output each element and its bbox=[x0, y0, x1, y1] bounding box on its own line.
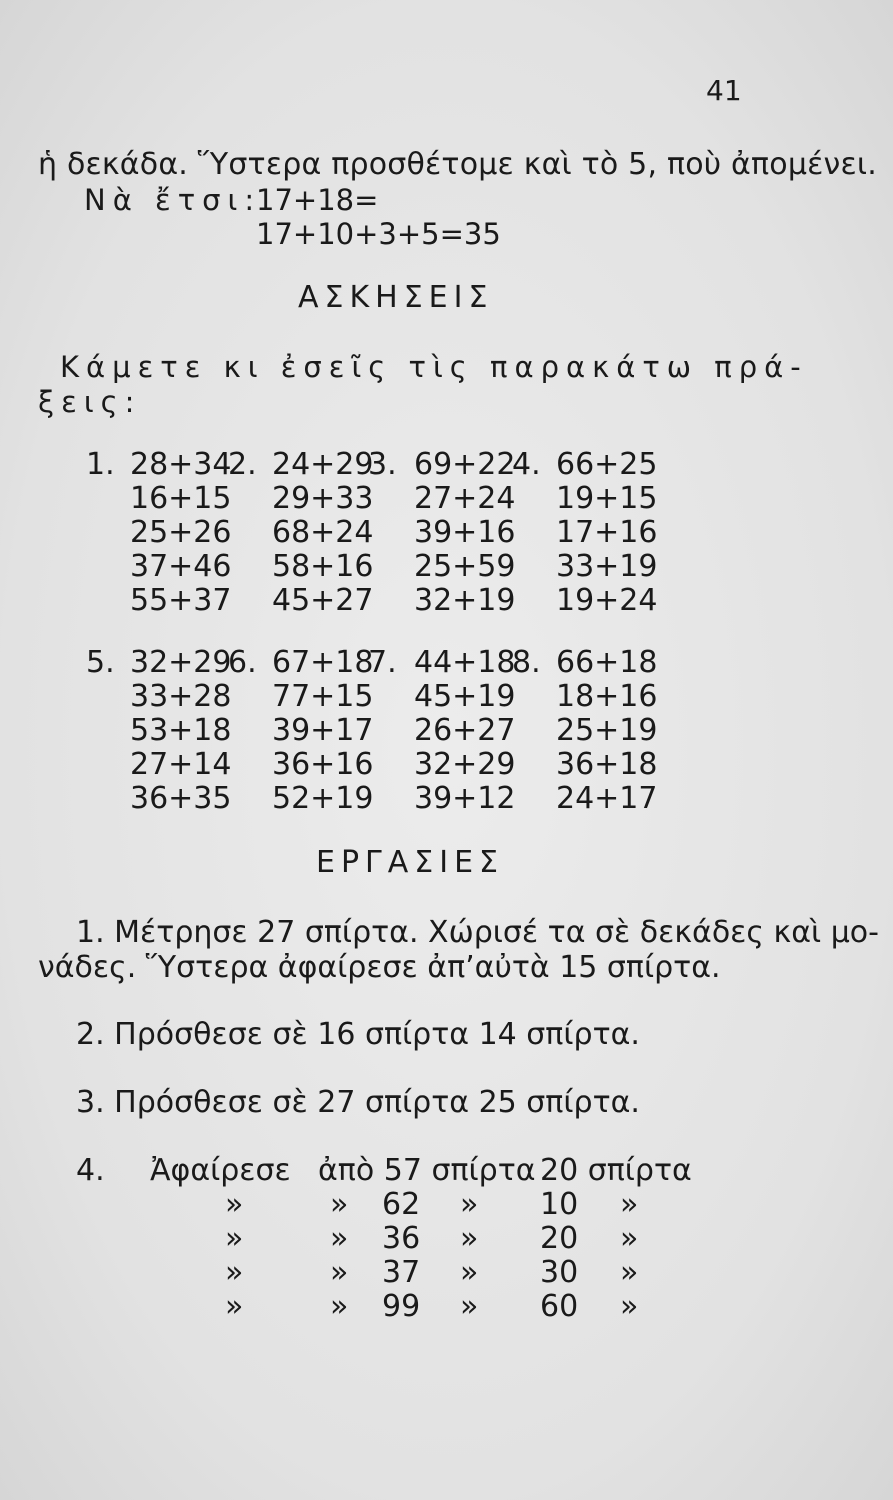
exercise-item: 67+18 bbox=[272, 645, 374, 680]
task-4-ditto-mark: » bbox=[225, 1187, 244, 1222]
task-1-line-2: νάδες. Ὕστερα ἀφαίρεσε ἀπ’αὐτὰ 15 σπίρτα. bbox=[38, 950, 721, 985]
exercise-item: 32+29 bbox=[130, 645, 232, 680]
task-4-ditto-mark: » bbox=[460, 1289, 479, 1324]
exercise-item: 24+17 bbox=[556, 781, 658, 816]
exercise-item: 25+26 bbox=[130, 515, 232, 550]
task-4-verb: Ἀφαίρεσε bbox=[150, 1153, 291, 1188]
task-4-ditto-mark: » bbox=[225, 1289, 244, 1324]
exercise-item: 28+34 bbox=[130, 447, 232, 482]
task-4-ditto-mark: » bbox=[330, 1187, 349, 1222]
intro-line-1: ἡ δεκάδα. Ὕστερα προσθέτομε καὶ τὸ 5, ποὺ ἀπομένει. bbox=[38, 147, 878, 182]
task-4-subtract-number: 10 bbox=[540, 1187, 579, 1222]
exercise-item: 39+16 bbox=[414, 515, 516, 550]
exercise-item: 39+12 bbox=[414, 781, 516, 816]
task-4-subtract-number: 20 bbox=[540, 1221, 579, 1256]
task-4-ditto-mark: » bbox=[620, 1187, 639, 1222]
exercise-item: 37+46 bbox=[130, 549, 232, 584]
exercise-item: 19+15 bbox=[556, 481, 658, 516]
exercise-item: 45+19 bbox=[414, 679, 516, 714]
task-4-ditto-mark: » bbox=[225, 1255, 244, 1290]
exercise-item: 39+17 bbox=[272, 713, 374, 748]
exercise-group-label: 5. bbox=[86, 645, 115, 680]
exercise-item: 27+14 bbox=[130, 747, 232, 782]
task-4-from-number: 62 bbox=[382, 1187, 421, 1222]
exercise-item: 24+29 bbox=[272, 447, 374, 482]
exercise-item: 29+33 bbox=[272, 481, 374, 516]
exercise-item: 19+24 bbox=[556, 583, 658, 618]
exercise-item: 66+18 bbox=[556, 645, 658, 680]
exercise-group-label: 4. bbox=[512, 447, 541, 482]
exercises-instruction-line-1: Κάμετε κι ἐσεῖς τὶς παρακάτω πρά- bbox=[60, 350, 808, 384]
exercise-item: 18+16 bbox=[556, 679, 658, 714]
exercise-item: 53+18 bbox=[130, 713, 232, 748]
exercise-group-label: 6. bbox=[228, 645, 257, 680]
exercise-item: 36+35 bbox=[130, 781, 232, 816]
task-4-row-1-from: ἀπὸ 57 σπίρτα bbox=[318, 1153, 536, 1188]
exercise-item: 26+27 bbox=[414, 713, 516, 748]
exercise-item: 69+22 bbox=[414, 447, 516, 482]
exercise-item: 16+15 bbox=[130, 481, 232, 516]
task-4-ditto-mark: » bbox=[330, 1221, 349, 1256]
intro-line-3-expr: 17+10+3+5=35 bbox=[256, 217, 501, 251]
exercise-item: 68+24 bbox=[272, 515, 374, 550]
exercise-item: 77+15 bbox=[272, 679, 374, 714]
exercise-group-label: 3. bbox=[368, 447, 397, 482]
exercise-item: 52+19 bbox=[272, 781, 374, 816]
task-4-ditto-mark: » bbox=[330, 1255, 349, 1290]
exercise-item: 17+16 bbox=[556, 515, 658, 550]
exercise-item: 25+59 bbox=[414, 549, 516, 584]
intro-line-2-expr: 17+18= bbox=[256, 183, 379, 217]
exercise-group-label: 8. bbox=[512, 645, 541, 680]
task-1-line-1: 1. Μέτρησε 27 σπίρτα. Χώρισέ τα σὲ δεκάδες καὶ μο- bbox=[76, 915, 879, 950]
task-4-ditto-mark: » bbox=[460, 1187, 479, 1222]
task-4-subtract-number: 60 bbox=[540, 1289, 579, 1324]
exercises-instruction-line-2: ξεις: bbox=[38, 385, 142, 419]
exercise-item: 27+24 bbox=[414, 481, 516, 516]
page-number: 41 bbox=[706, 74, 742, 107]
task-4-label: 4. bbox=[76, 1153, 105, 1188]
task-4-from-number: 37 bbox=[382, 1255, 421, 1290]
tasks-heading: ΕΡΓΑΣΙΕΣ bbox=[316, 845, 504, 880]
exercise-item: 55+37 bbox=[130, 583, 232, 618]
exercise-item: 44+18 bbox=[414, 645, 516, 680]
exercise-group-label: 1. bbox=[86, 447, 115, 482]
exercise-item: 45+27 bbox=[272, 583, 374, 618]
task-4-from-number: 99 bbox=[382, 1289, 421, 1324]
intro-line-2-label: Νὰ ἔτσι: bbox=[84, 183, 262, 217]
task-4-ditto-mark: » bbox=[620, 1255, 639, 1290]
exercise-item: 36+16 bbox=[272, 747, 374, 782]
task-3: 3. Πρόσθεσε σὲ 27 σπίρτα 25 σπίρτα. bbox=[76, 1085, 640, 1120]
exercise-item: 32+19 bbox=[414, 583, 516, 618]
task-4-ditto-mark: » bbox=[330, 1289, 349, 1324]
exercise-item: 36+18 bbox=[556, 747, 658, 782]
task-4-from-number: 36 bbox=[382, 1221, 421, 1256]
task-2: 2. Πρόσθεσε σὲ 16 σπίρτα 14 σπίρτα. bbox=[76, 1017, 640, 1052]
exercise-item: 58+16 bbox=[272, 549, 374, 584]
task-4-subtract-number: 30 bbox=[540, 1255, 579, 1290]
task-4-ditto-mark: » bbox=[225, 1221, 244, 1256]
task-4-ditto-mark: » bbox=[620, 1289, 639, 1324]
task-4-ditto-mark: » bbox=[460, 1221, 479, 1256]
task-4-row-1-amount: 20 σπίρτα bbox=[540, 1153, 692, 1188]
exercises-heading: ΑΣΚΗΣΕΙΣ bbox=[298, 280, 494, 315]
exercise-group-label: 2. bbox=[228, 447, 257, 482]
task-4-ditto-mark: » bbox=[460, 1255, 479, 1290]
exercise-item: 32+29 bbox=[414, 747, 516, 782]
task-4-ditto-mark: » bbox=[620, 1221, 639, 1256]
exercise-item: 33+28 bbox=[130, 679, 232, 714]
exercise-item: 25+19 bbox=[556, 713, 658, 748]
exercise-item: 33+19 bbox=[556, 549, 658, 584]
exercise-item: 66+25 bbox=[556, 447, 658, 482]
exercise-group-label: 7. bbox=[368, 645, 397, 680]
